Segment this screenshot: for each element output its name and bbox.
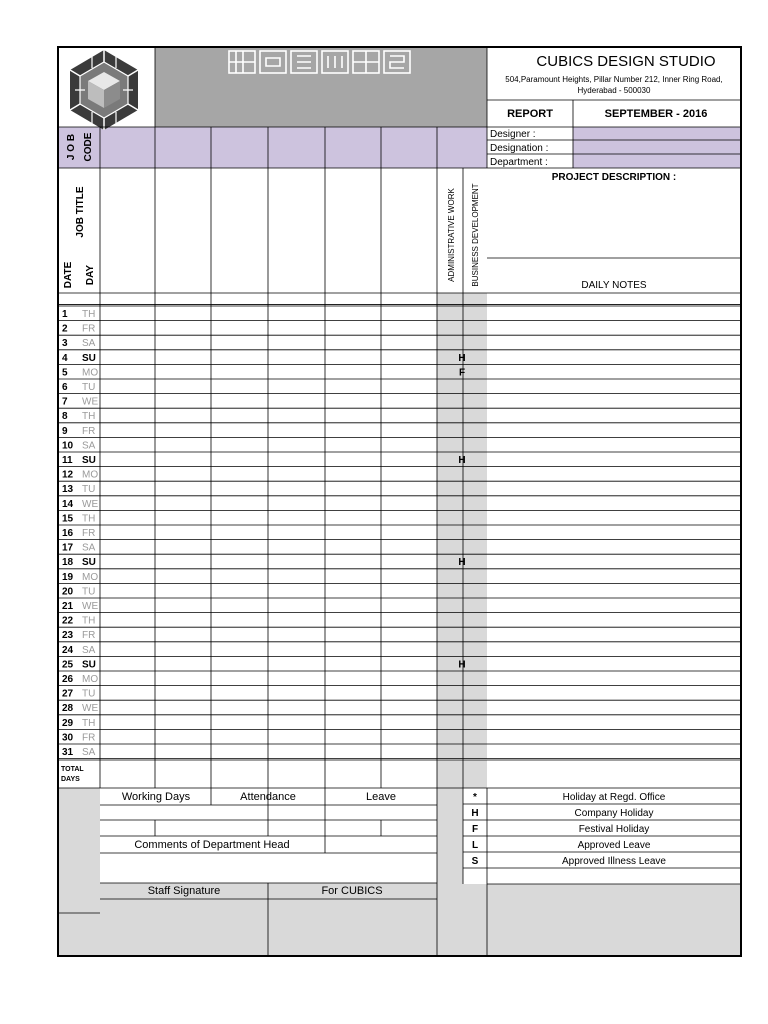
day-row[interactable] bbox=[62, 440, 96, 451]
row-holiday-mark: H bbox=[458, 557, 466, 569]
bizdev-column-fill bbox=[463, 293, 487, 759]
day-row[interactable] bbox=[62, 426, 95, 437]
legend-code: L bbox=[471, 840, 479, 851]
row-day: SU bbox=[82, 455, 96, 466]
row-date: 23 bbox=[62, 630, 74, 642]
day-row[interactable] bbox=[62, 572, 98, 583]
row-date: 15 bbox=[62, 513, 74, 525]
row-day: MO bbox=[82, 469, 99, 481]
row-day: MO bbox=[82, 367, 99, 379]
day-row[interactable] bbox=[62, 367, 465, 378]
report-label: REPORT bbox=[507, 108, 553, 120]
legend-text: Festival Holiday bbox=[578, 824, 650, 835]
row-date: 22 bbox=[62, 615, 74, 627]
day-row[interactable] bbox=[62, 513, 95, 524]
row-day: SA bbox=[82, 440, 96, 452]
attendance-label: Attendance bbox=[240, 791, 296, 803]
row-day: WE bbox=[82, 703, 99, 715]
row-day: SA bbox=[82, 644, 96, 656]
project-description-label: PROJECT DESCRIPTION : bbox=[551, 172, 677, 183]
day-row[interactable] bbox=[62, 543, 96, 554]
row-date: 10 bbox=[62, 440, 74, 452]
row-day: SA bbox=[82, 338, 96, 350]
row-holiday-mark: H bbox=[458, 659, 466, 671]
total-days-label-2: DAYS bbox=[61, 776, 80, 783]
day-row[interactable] bbox=[62, 674, 98, 685]
legend bbox=[471, 792, 666, 867]
address-line-1: 504,Paramount Heights, Pillar Number 212, Inner Ring Road, bbox=[505, 75, 723, 84]
row-day: TH bbox=[82, 309, 96, 320]
row-date: 4 bbox=[62, 352, 68, 364]
row-day: SA bbox=[82, 542, 96, 554]
row-day: TH bbox=[82, 411, 96, 423]
row-date: 20 bbox=[62, 586, 74, 598]
row-date: 5 bbox=[62, 367, 68, 379]
row-day: FR bbox=[82, 630, 96, 642]
row-date: 11 bbox=[62, 455, 73, 466]
day-row[interactable] bbox=[62, 732, 95, 743]
day-row[interactable] bbox=[62, 601, 98, 612]
day-row[interactable] bbox=[62, 382, 95, 393]
form-grid-lines bbox=[58, 47, 741, 956]
staff-signature-label: Staff Signature bbox=[147, 885, 221, 897]
total-days-label-1: TOTAL bbox=[61, 766, 84, 773]
row-day: FR bbox=[82, 323, 96, 335]
row-date: 3 bbox=[62, 338, 68, 350]
day-row[interactable] bbox=[62, 703, 98, 714]
row-date: 30 bbox=[62, 732, 74, 744]
job-title-label: JOB TITLE bbox=[75, 186, 86, 238]
day-label: DAY bbox=[85, 264, 96, 286]
report-month[interactable]: SEPTEMBER - 2016 bbox=[604, 108, 708, 120]
day-row[interactable] bbox=[62, 718, 95, 729]
row-day: TH bbox=[82, 717, 96, 729]
day-row[interactable] bbox=[62, 616, 95, 627]
row-date: 25 bbox=[62, 659, 74, 671]
row-date: 18 bbox=[62, 557, 74, 569]
legend-code: S bbox=[471, 856, 479, 867]
row-date: 21 bbox=[62, 601, 74, 612]
row-day: TU bbox=[82, 688, 96, 700]
job-code-label-1: J O B bbox=[66, 133, 77, 161]
row-day: WE bbox=[82, 396, 99, 408]
row-day: TU bbox=[82, 484, 96, 496]
row-date: 31 bbox=[62, 747, 74, 758]
row-date: 26 bbox=[62, 674, 74, 685]
row-date: 6 bbox=[62, 382, 68, 393]
row-date: 14 bbox=[62, 498, 74, 510]
day-row[interactable] bbox=[62, 557, 466, 568]
row-day: SU bbox=[82, 352, 96, 364]
row-date: 29 bbox=[62, 717, 74, 729]
leave-label: Leave bbox=[366, 791, 396, 803]
row-day: TU bbox=[82, 586, 96, 598]
day-row[interactable] bbox=[62, 586, 95, 597]
legend-code: F bbox=[471, 824, 479, 835]
row-day: FR bbox=[82, 528, 96, 539]
row-date: 12 bbox=[62, 469, 74, 481]
row-date: 27 bbox=[62, 688, 74, 700]
row-date: 19 bbox=[62, 571, 74, 583]
day-row[interactable] bbox=[62, 747, 96, 758]
designation-label: Designation : bbox=[490, 143, 549, 154]
day-row[interactable] bbox=[62, 353, 466, 364]
row-date: 2 bbox=[62, 323, 68, 335]
row-date: 24 bbox=[62, 644, 74, 656]
row-day: MO bbox=[82, 674, 99, 685]
row-day: TH bbox=[82, 615, 96, 627]
row-day: SA bbox=[82, 747, 96, 758]
day-row[interactable] bbox=[62, 689, 95, 700]
row-date: 13 bbox=[62, 484, 74, 496]
row-day: TU bbox=[82, 382, 96, 393]
row-date: 28 bbox=[62, 703, 74, 715]
day-row[interactable] bbox=[62, 484, 95, 495]
business-dev-label: BUSINESS DEVELOPMENT bbox=[471, 183, 480, 287]
day-row[interactable] bbox=[62, 470, 98, 481]
comments-label: Comments of Department Head bbox=[134, 839, 290, 851]
day-row[interactable] bbox=[62, 411, 95, 422]
cube-logo-icon bbox=[70, 50, 138, 130]
designer-label: Designer : bbox=[490, 129, 536, 140]
row-day: WE bbox=[82, 601, 99, 612]
legend-text: Holiday at Regd. Office bbox=[562, 792, 666, 803]
legend-code: * bbox=[473, 792, 477, 803]
day-row[interactable] bbox=[62, 455, 466, 466]
department-label: Department : bbox=[490, 157, 548, 168]
admin-work-label: ADMINISTRATIVE WORK bbox=[447, 188, 456, 282]
day-row[interactable] bbox=[62, 324, 95, 335]
row-date: 8 bbox=[62, 411, 68, 423]
row-day: TH bbox=[82, 513, 96, 525]
legend-text: Approved Illness Leave bbox=[562, 856, 666, 867]
legend-code: H bbox=[471, 808, 479, 819]
row-day: FR bbox=[82, 732, 96, 744]
address-line-2: Hyderabad - 500030 bbox=[577, 86, 651, 95]
for-cubics-label: For CUBICS bbox=[321, 885, 383, 897]
daily-notes-label: DAILY NOTES bbox=[581, 280, 647, 291]
row-day: MO bbox=[82, 571, 99, 583]
day-row[interactable] bbox=[62, 659, 466, 670]
row-date: 17 bbox=[62, 542, 74, 554]
day-row[interactable] bbox=[62, 645, 96, 656]
day-rows bbox=[62, 309, 466, 758]
row-holiday-mark: H bbox=[458, 455, 466, 466]
day-row[interactable] bbox=[62, 528, 95, 539]
row-holiday-mark: H bbox=[458, 352, 466, 364]
row-day: SU bbox=[82, 659, 96, 671]
row-holiday-mark: F bbox=[458, 367, 466, 379]
legend-text: Company Holiday bbox=[574, 808, 654, 819]
row-day: SU bbox=[82, 557, 96, 569]
row-day: WE bbox=[82, 498, 99, 510]
working-days-label: Working Days bbox=[121, 791, 191, 803]
day-row[interactable] bbox=[62, 397, 98, 408]
row-date: 1 bbox=[62, 309, 68, 320]
legend-text: Approved Leave bbox=[577, 840, 651, 851]
day-row[interactable] bbox=[62, 499, 98, 510]
day-row[interactable] bbox=[62, 309, 95, 320]
day-row[interactable] bbox=[62, 630, 95, 641]
row-date: 7 bbox=[62, 396, 68, 408]
date-label: DATE bbox=[63, 261, 74, 289]
row-date: 9 bbox=[62, 425, 68, 437]
job-code-label-2: CODE bbox=[83, 132, 94, 162]
day-row[interactable] bbox=[62, 338, 96, 349]
company-name: CUBICS DESIGN STUDIO bbox=[536, 53, 716, 70]
row-date: 16 bbox=[62, 528, 74, 539]
row-day: FR bbox=[82, 425, 96, 437]
